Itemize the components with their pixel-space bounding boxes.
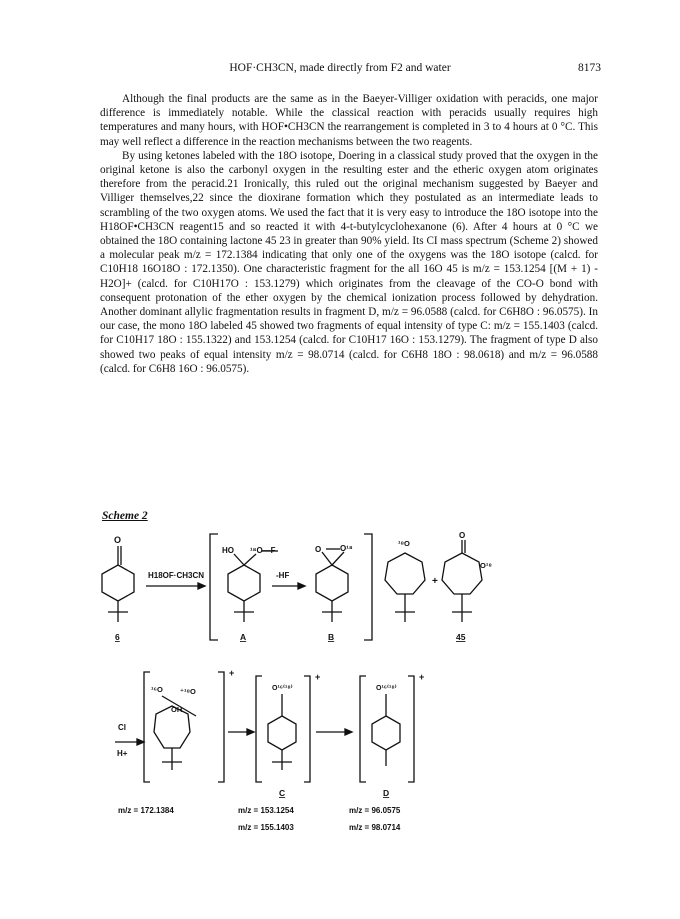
o18-label: ⁺¹⁸O: [180, 687, 196, 696]
fragment-d-o-label: O¹⁶⁽¹⁸⁾: [376, 685, 397, 692]
plus-charge-1: +: [229, 668, 235, 678]
scheme-label: Scheme 2: [102, 510, 148, 522]
lactone-1-structure: [385, 553, 425, 622]
fragment-c-o-label: O¹⁶⁽¹⁸⁾: [272, 685, 293, 692]
label-45: 45: [456, 632, 466, 642]
o18-f-a: ¹⁸O—F: [250, 546, 276, 555]
reagent-3a: Cl: [118, 723, 126, 732]
label-a: A: [240, 632, 247, 642]
page-number: 8173: [578, 62, 601, 74]
paragraph-1: Although the final products are the same as in the Baeyer-Villiger oxidation with peracids, one major difference is immediately notable. While the classical reaction with peracids usually requires high temperatures and many hours, with HOF•CH3CN the rearrangement is completed in 3 to 4 hours at 0 °C. This may well reflect a difference in the reaction mechanisms between the two reagents.: [100, 93, 598, 148]
compound-a-structure: [228, 551, 278, 622]
compound-6-structure: [102, 546, 134, 622]
oh-label: OH: [171, 705, 183, 714]
bracket-d-left: [360, 676, 366, 782]
reagent-3b: H+: [117, 749, 128, 758]
dioxirane-o-b: O: [315, 545, 322, 554]
label-c: C: [279, 788, 286, 798]
fragment-d-structure: [372, 694, 400, 766]
label-d: D: [383, 788, 390, 798]
reagent-1: H18OF·CH3CN: [148, 571, 205, 580]
mz-value-1: m/z = 172.1384: [118, 806, 174, 815]
mz-value-4: m/z = 155.1403: [238, 823, 294, 832]
mz-value-2: m/z = 153.1254: [238, 806, 294, 815]
bracket-c-left: [256, 676, 262, 782]
running-title: HOF·CH3CN, made directly from F2 and water: [229, 62, 451, 74]
bracket-ab-left: [210, 534, 218, 640]
arrow-2-head: [298, 583, 305, 589]
lactone-1-label: ¹⁸O: [398, 539, 410, 548]
reagent-2: -HF: [276, 571, 290, 580]
carbonyl-o-6: O: [114, 535, 122, 545]
lactone-2-label: O¹⁸: [480, 561, 492, 570]
dioxirane-o18-b: O¹⁸: [340, 544, 353, 553]
label-6: 6: [115, 632, 120, 642]
arrow-5-head: [345, 729, 352, 735]
o16-label: ¹⁶O: [151, 685, 163, 694]
compound-b-structure: [316, 549, 348, 622]
bracket-protonated-right: [218, 672, 224, 782]
bracket-d-right: [408, 676, 414, 782]
lactone-2-structure: [442, 540, 482, 622]
arrow-1-head: [198, 583, 205, 589]
plus-charge-2: +: [315, 672, 321, 682]
plus-charge-3: +: [419, 672, 425, 682]
mz-value-3: m/z = 96.0575: [349, 806, 401, 815]
arrow-3-head: [137, 739, 144, 745]
bracket-ab-right: [364, 534, 372, 640]
bracket-protonated-left: [144, 672, 150, 782]
carbonyl-o-lactone-2: O: [459, 531, 466, 540]
plus-sign-1: +: [432, 576, 438, 587]
paragraph-2: By using ketones labeled with the 18O isotope, Doering in a classical study proved that the oxygen in the original ketone is also the carbonyl oxygen in the resulting ester and the etheric oxygen atom originates therefore from the peracid.21 Ironically, this ruled out the original mechanism suggested by Baeyer and Villiger themselves,22 since the dioxirane formation which they postulated as an intermediate leads to scrambling of the two oxygen atoms. We used the fact that it is very easy to introduce the 18O isotope into the H18OF•CH3CN reagent15 and so reacted it with 4-t-butylcyclohexanone (6). After 4 hours at 0 °C we obtained the 18O containing lactone 45 23 in greater than 90% yield. Its CI mass spectrum (Scheme 2) showed a molecular peak m/z = 172.1384 indicating that only one of the oxygens was the 18O isotope (calcd. for C10H18 16O18O : 172.1350). One characteristic fragment for the all 16O 45 is m/z = 153.1254 [(M + 1) - H2O]+ (calcd. for C10H17O : 153.1279) which originates from the cleavage of the CO-O bond with consequent protonation of the ether oxygen by the chemical ionization process followed by dehydration. Another dominant allylic fragmentation results in fragment D, m/z = 96.0588 (calcd. for C6H8O : 96.0575). In our case, the mono 18O labeled 45 showed two fragments of equal intensity of type C: m/z = 155.1403 (calcd. for C10H17 18O : 155.1322) and 153.1254 (calcd. for C10H17 16O : 153.1279). The fragment of type D also showed two peaks of equal intensity m/z = 98.0714 (calcd. for C6H8 18O : 98.0618) and m/z = 96.0588 (calcd. for C6H8 16O : 96.0575).: [100, 149, 598, 375]
label-b: B: [328, 632, 335, 642]
fragment-c-structure: [268, 694, 296, 770]
bracket-c-right: [304, 676, 310, 782]
mz-value-5: m/z = 98.0714: [349, 823, 401, 832]
arrow-4-head: [247, 729, 254, 735]
ho-group-a: HO: [222, 546, 234, 555]
